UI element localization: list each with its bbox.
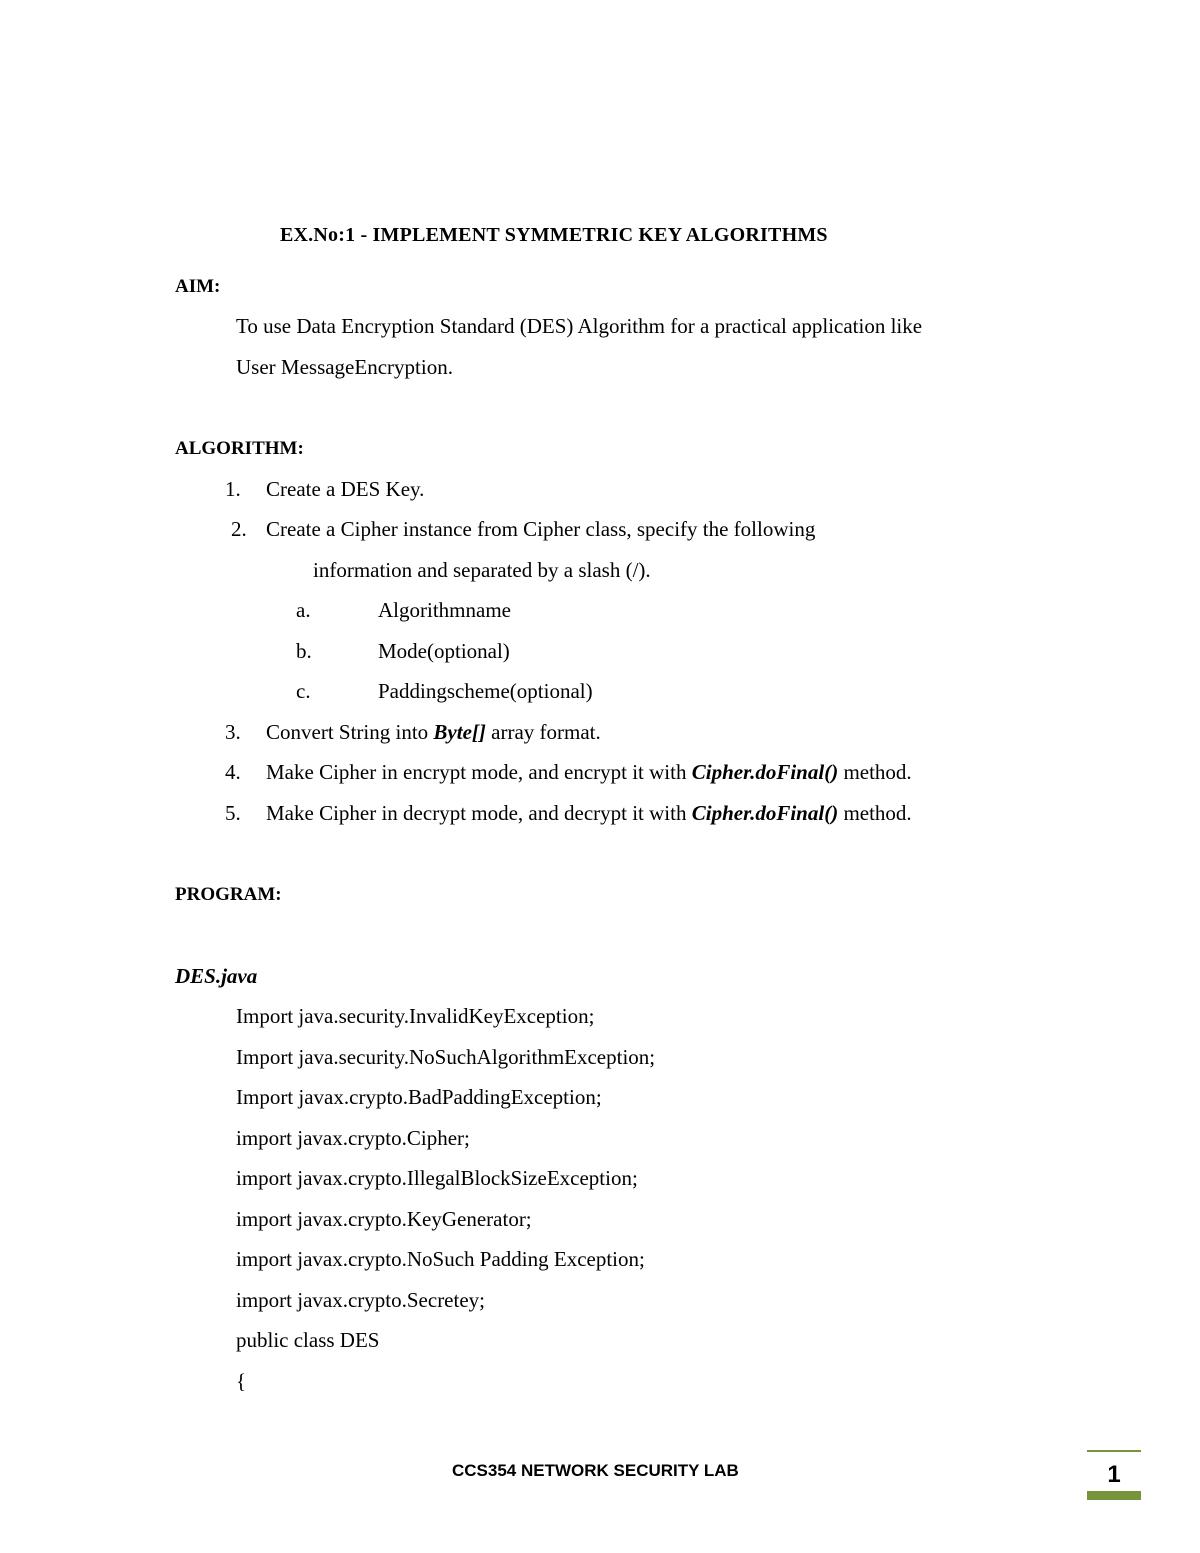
page-number: 1 [1107, 1461, 1121, 1488]
aim-line-1: To use Data Encryption Standard (DES) Algorithm for a practical application like [236, 314, 923, 338]
step-text-post: method. [838, 760, 912, 784]
step-text-emphasis: Cipher.doFinal() [691, 801, 839, 825]
step-text-emphasis: Cipher.doFinal() [691, 760, 839, 784]
step-text: Create a Cipher instance from Cipher class, specify the following [266, 517, 816, 541]
step-text-continuation: information and separated by a slash (/). [313, 558, 651, 582]
substep-text: Mode(optional) [378, 639, 510, 663]
code-line: public class DES [236, 1328, 380, 1352]
substep-letter: c. [296, 679, 311, 703]
step-text-emphasis: Byte[] [433, 720, 486, 744]
step-text [266, 801, 912, 825]
step-number: 1. [225, 477, 241, 501]
step-text-pre: Convert String into [266, 720, 434, 744]
step-text: Create a DES Key. [266, 477, 425, 501]
step-number: 5. [225, 801, 241, 825]
substep-letter: b. [296, 639, 312, 663]
code-line: import javax.crypto.IllegalBlockSizeException; [236, 1166, 638, 1190]
code-line: import javax.crypto.NoSuch Padding Exception; [236, 1247, 645, 1271]
step-number: 4. [225, 760, 241, 784]
aim-line-2: User MessageEncryption. [236, 355, 453, 379]
step-number: 3. [225, 720, 241, 744]
aim-heading: AIM: [175, 276, 221, 297]
step-text-post: array format. [485, 720, 601, 744]
step-number: 2. [231, 517, 247, 541]
substep-letter: a. [296, 598, 311, 622]
substep-text: Paddingscheme(optional) [378, 679, 593, 703]
code-line: { [236, 1369, 247, 1393]
page-number-bottom-rule [1087, 1491, 1141, 1500]
step-text [266, 760, 912, 784]
algorithm-heading: ALGORITHM: [175, 438, 304, 459]
step-text-pre: Make Cipher in encrypt mode, and encrypt it with [266, 760, 692, 784]
step-text-pre: Make Cipher in decrypt mode, and decrypt it with [266, 801, 692, 825]
code-line: Import java.security.NoSuchAlgorithmException; [236, 1045, 656, 1069]
step-text [266, 720, 601, 744]
page-number-top-rule [1087, 1450, 1141, 1452]
code-line: import javax.crypto.KeyGenerator; [236, 1207, 532, 1231]
program-filename: DES.java [175, 964, 258, 988]
substep-text: Algorithmname [378, 598, 511, 622]
step-text-post: method. [838, 801, 912, 825]
code-line: Import javax.crypto.BadPaddingException; [236, 1085, 602, 1109]
code-line: import javax.crypto.Secretey; [236, 1288, 485, 1312]
code-line: import javax.crypto.Cipher; [236, 1126, 470, 1150]
code-line: Import java.security.InvalidKeyException; [236, 1004, 595, 1028]
footer-lab-title: CCS354 NETWORK SECURITY LAB [452, 1461, 739, 1480]
program-heading: PROGRAM: [175, 884, 282, 905]
page-title: EX.No:1 - IMPLEMENT SYMMETRIC KEY ALGORITHMS [280, 224, 828, 246]
